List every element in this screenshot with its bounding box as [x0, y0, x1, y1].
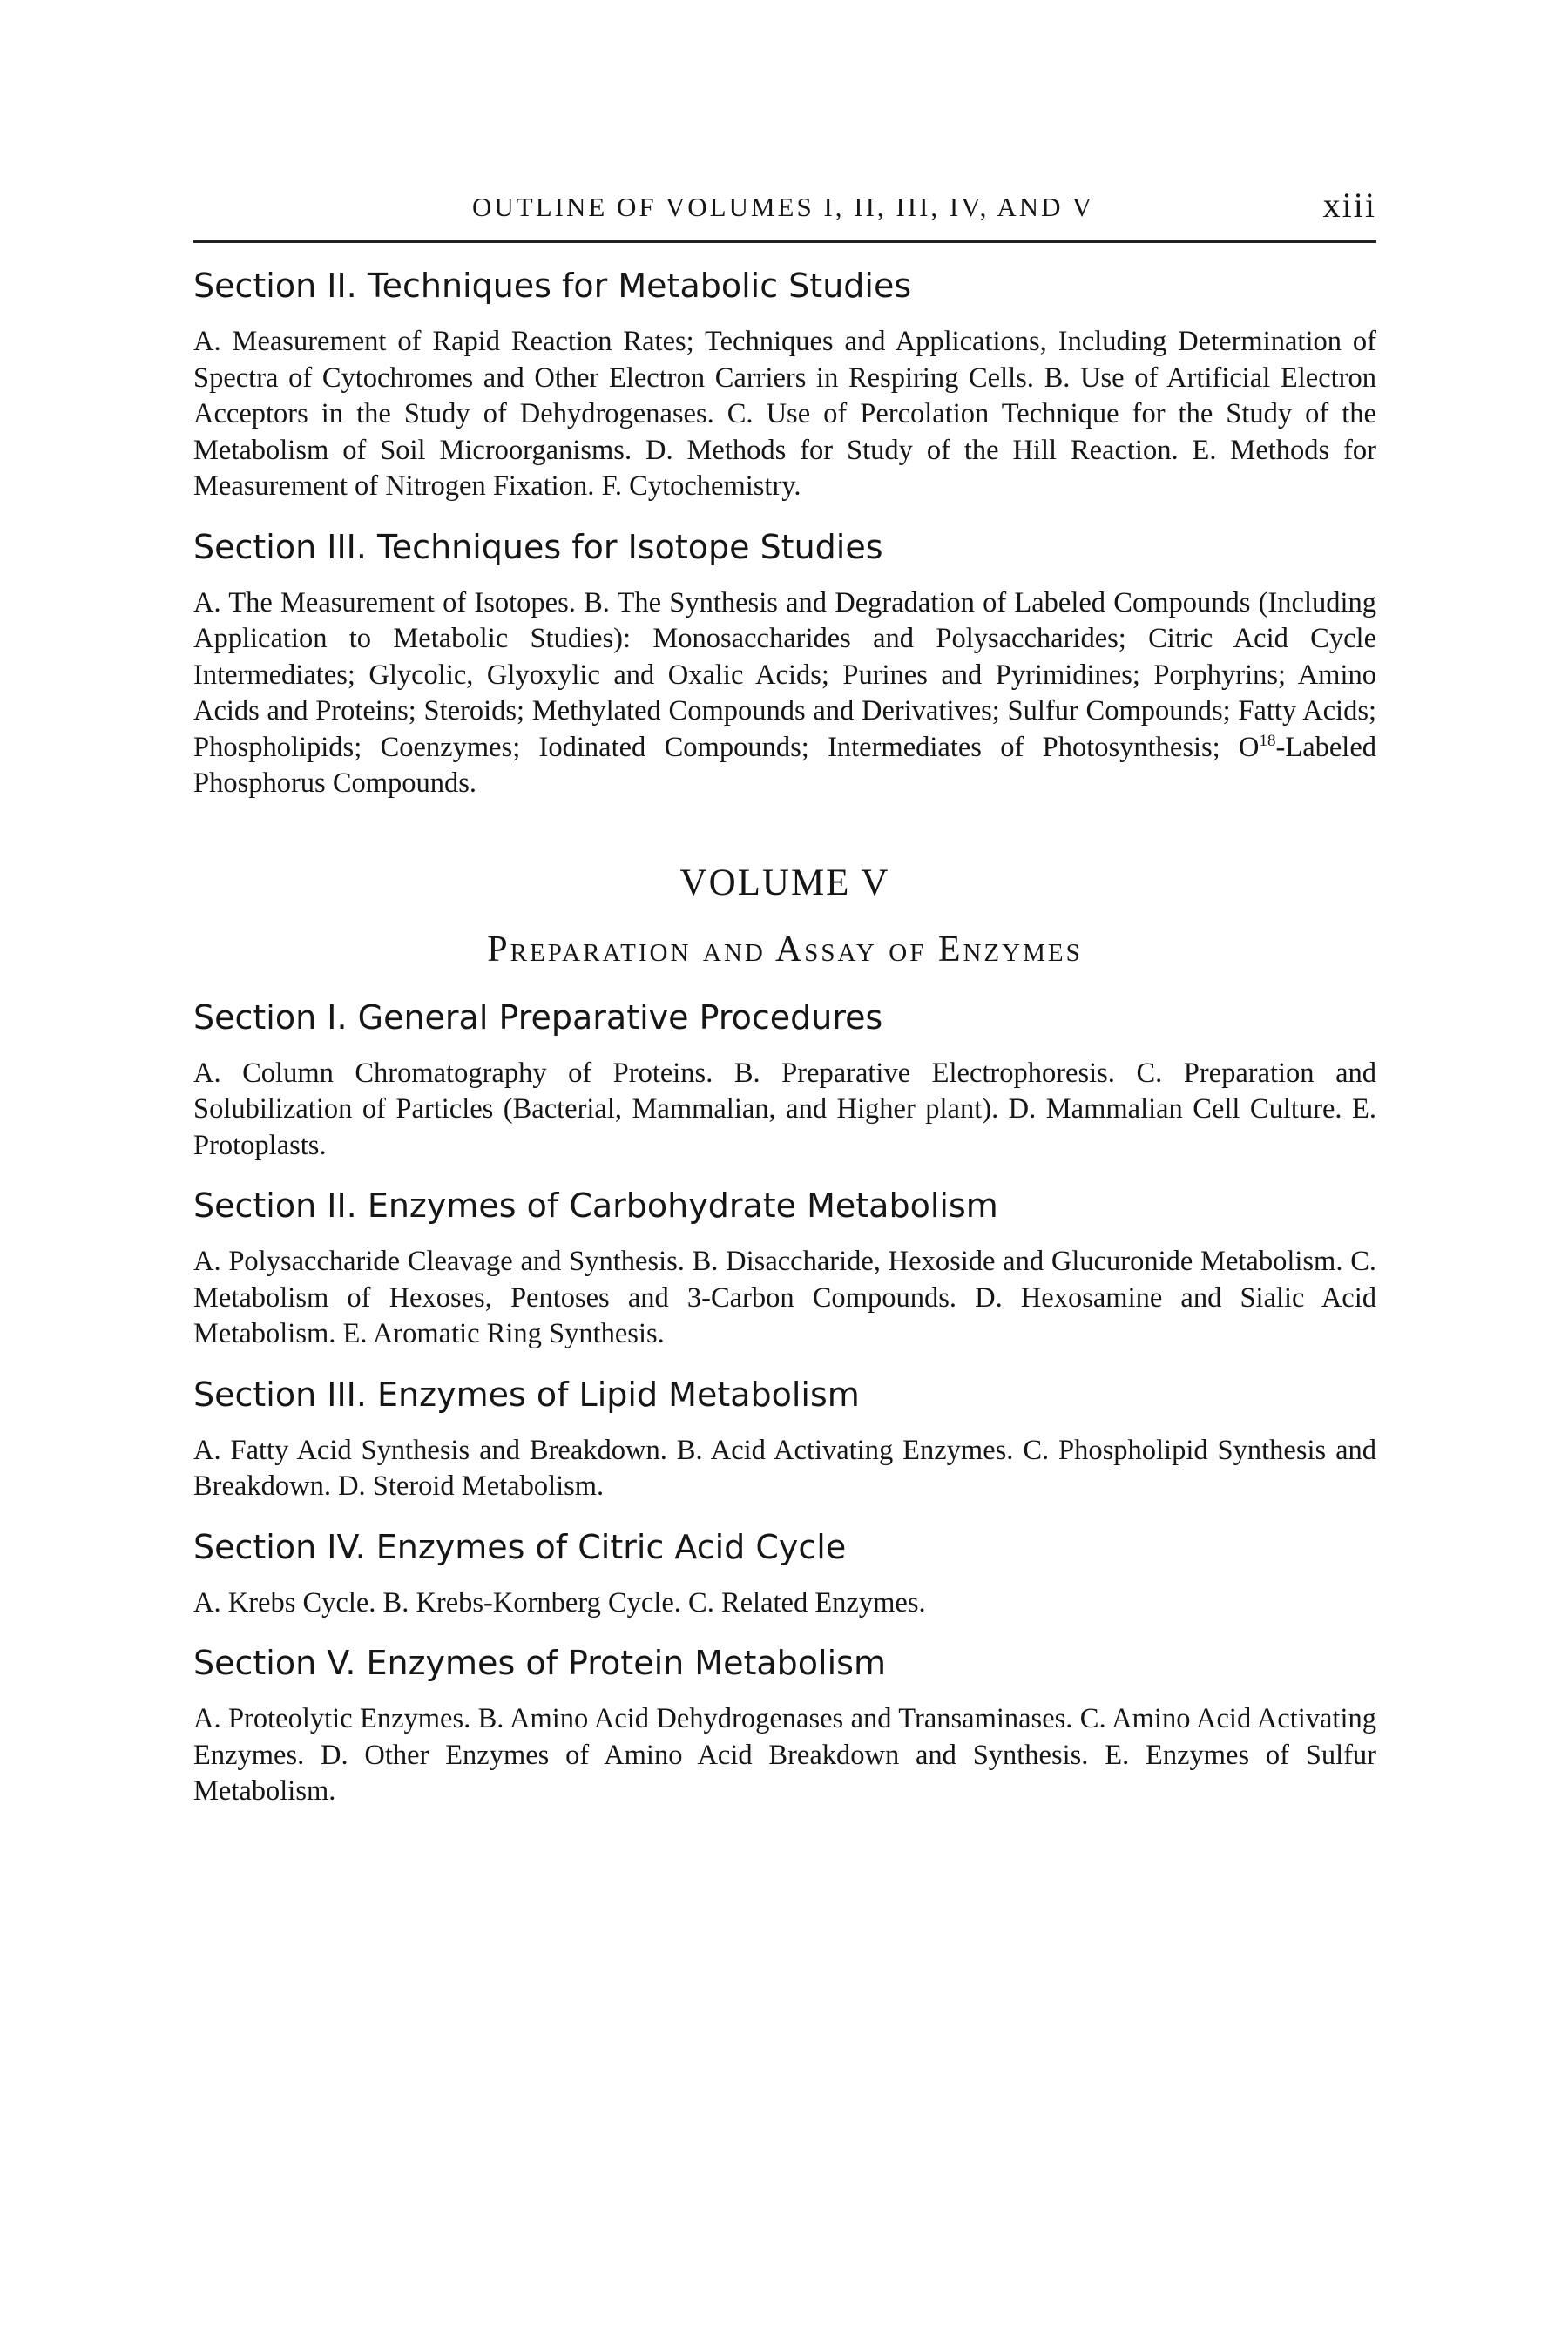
running-header	[193, 0, 1376, 246]
section-heading: Section II. Techniques for Metabolic Studies	[193, 267, 912, 305]
section-text	[193, 585, 1376, 802]
section-text: A. Fatty Acid Synthesis and Breakdown. B. Acid Activating Enzymes. C. Phospholipid Synthesis and Breakdown. D. Steroid Metabolism.	[193, 1434, 1376, 1502]
section-block	[193, 526, 1376, 802]
section-heading: Section V. Enzymes of Protein Metabolism	[193, 1644, 886, 1682]
section-text: A. Column Chromatography of Proteins. B. Preparative Electrophoresis. C. Preparation and Solubilization of Particles (Bacterial, Mammalian, and Higher plant). D. Mammalian Cell Culture. E. Protoplasts.	[193, 1057, 1376, 1161]
section-text-part: -Labeled Phosphorus Compounds.	[193, 731, 1376, 799]
volume-title: VOLUME V	[679, 862, 890, 903]
section-heading: Section IV. Enzymes of Citric Acid Cycle	[193, 1527, 847, 1566]
section-block	[193, 1642, 1376, 1810]
page-number: xiii	[1322, 186, 1376, 225]
section-heading: Section I. General Preparative Procedures	[193, 997, 883, 1037]
section-block	[193, 265, 1376, 505]
volume-title-block	[193, 862, 1376, 970]
section-block	[193, 1526, 1376, 1622]
header-rule	[193, 240, 1376, 243]
section-text-part: A. The Measurement of Isotopes. B. The Synthesis and Degradation of Labeled Compounds (Including Application to Metabolic Studies): Monosaccharides and Polysaccharides; Citric Acid Cycle Intermediates; Glycolic, Glyoxylic and Oxalic Acids; Purines and Pyrimidines; Porphyrins; Amino Acids and Proteins; Steroids; Methylated Compounds and Derivatives; Sulfur Compounds; Fatty Acids; Phospholipids; Coenzymes; Iodinated Compounds; Intermediates of Photosynthesis; O	[193, 586, 1376, 763]
section-text: A. Polysaccharide Cleavage and Synthesis. B. Disaccharide, Hexoside and Glucuronide Metabolism. C. Metabolism of Hexoses, Pentoses and 3-Carbon Compounds. D. Hexosamine and Sialic Acid Metabolism. E. Aromatic Ring Synthesis.	[193, 1246, 1376, 1349]
section-heading: Section III. Enzymes of Lipid Metabolism	[193, 1375, 860, 1414]
section-heading: Section III. Techniques for Isotope Studies	[193, 527, 883, 566]
section-block	[193, 1374, 1376, 1505]
section-text: A. Measurement of Rapid Reaction Rates; Techniques and Applications, Including Determination of Spectra of Cytochromes and Other Electron Carriers in Respiring Cells. B. Use of Artificial Electron Acceptors in the Study of Dehydrogenases. C. Use of Percolation Technique for the Study of the Metabolism of Soil Microorganisms. D. Methods for Study of the Hill Reaction. E. Methods for Measurement of Nitrogen Fixation. F. Cytochemistry.	[193, 326, 1376, 502]
section-text: A. Krebs Cycle. B. Krebs-Kornberg Cycle. C. Related Enzymes.	[193, 1586, 926, 1619]
volume-subtitle: Preparation and Assay of Enzymes	[487, 929, 1083, 970]
document-page	[193, 0, 1376, 1810]
section-block	[193, 1185, 1376, 1353]
isotope-superscript: 18	[1259, 731, 1276, 750]
section-heading: Section II. Enzymes of Carbohydrate Metabolism	[193, 1186, 998, 1225]
section-text: A. Proteolytic Enzymes. B. Amino Acid Dehydrogenases and Transaminases. C. Amino Acid Activating Enzymes. D. Other Enzymes of Amino Acid Breakdown and Synthesis. E. Enzymes of Sulfur Metabolism.	[193, 1703, 1376, 1807]
section-block	[193, 997, 1376, 1165]
running-title: OUTLINE OF VOLUMES I, II, III, IV, AND V	[472, 192, 1095, 222]
